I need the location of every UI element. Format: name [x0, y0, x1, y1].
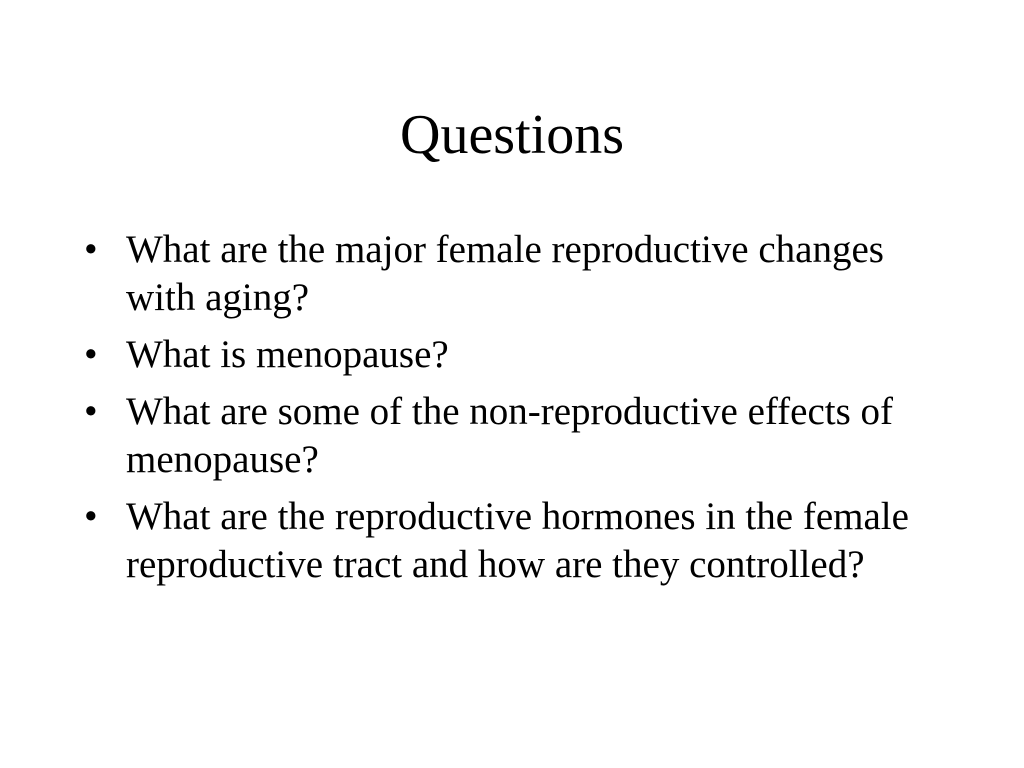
bullet-marker: •: [84, 333, 98, 376]
bullet-list: [84, 226, 944, 598]
bullet-item: [84, 226, 944, 322]
bullet-marker: •: [84, 390, 98, 433]
bullet-marker: •: [84, 495, 98, 538]
bullet-text: What are the reproductive hormones in the female reproductive tract and how are they controlled?: [126, 495, 909, 586]
slide-title: Questions: [400, 104, 624, 166]
bullet-text: What are the major female reproductive changes with aging?: [126, 228, 884, 319]
bullet-item: [84, 331, 944, 379]
bullet-text: What are some of the non-reproductive effects of menopause?: [126, 390, 894, 481]
bullet-marker: •: [84, 228, 98, 271]
bullet-text: What is menopause?: [126, 333, 449, 376]
bullet-item: [84, 493, 944, 589]
bullet-item: [84, 388, 944, 484]
